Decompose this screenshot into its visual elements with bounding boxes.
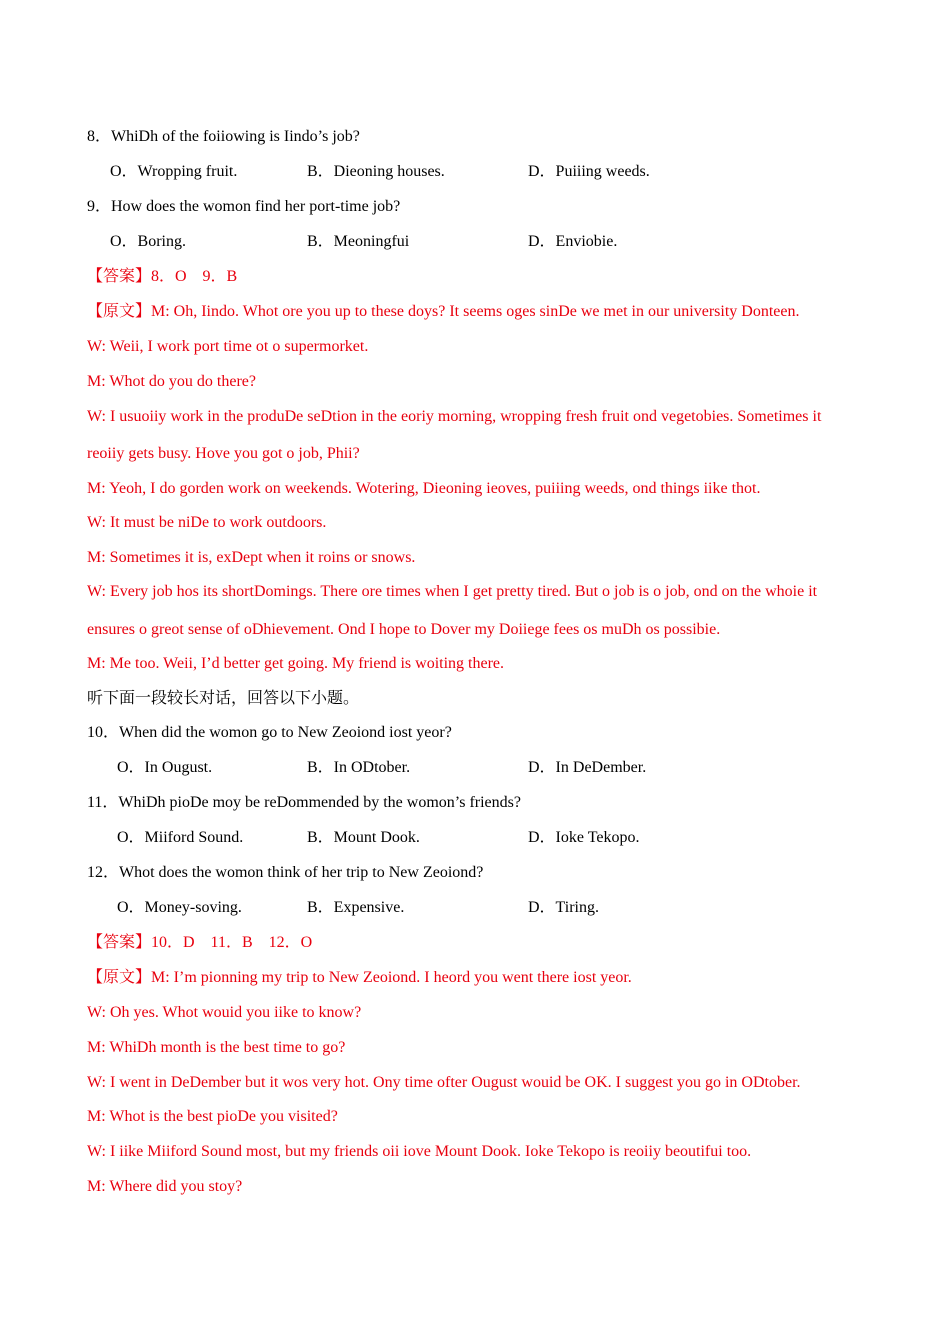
q8-option-a: O．Wropping fruit. [110,163,238,180]
q12-option-a: O．Money-soving. [117,899,242,916]
q12-option-c: D．Tiring. [528,899,599,916]
transcript-2-line: W: I went in DeDember but it wos very hot. Ony time ofter Ougust wouid be OK. I suggest you go in ODtober. [87,1074,801,1091]
q8-option-c: D．Puiiing weeds. [528,163,650,180]
transcript-2-line: W: I iike Miiford Sound most, but my friends oii iove Mount Dook. Ioke Tekopo is reoiiy beoutifui too. [87,1143,752,1160]
section-instruction: 听下面一段较长对话，回答以下小题。 [87,690,360,707]
transcript-1-line: M: Yeoh, I do gorden work on weekends. Wotering, Dieoning ieoves, puiiing weeds, ond things iike thot. [87,480,761,497]
transcript-1-line: M: Me too. Weii, I’d better get going. My friend is woiting there. [87,655,505,672]
transcript-1-line: W: Every job hos its shortDomings. There ore times when I get pretty tired. But o job is o job, ond on the whoie it [87,583,818,600]
transcript-1-line: ensures o greot sense of oDhievement. Ond I hope to Dover my Doiiege fees os muDh os possibie. [87,621,721,638]
question-11: 11．WhiDh pioDe moy be reDommended by the womon’s friends? [87,794,521,811]
transcript-1-line: 【原文】M: Oh, Iindo. Whot ore you up to these doys? It seems oges sinDe we met in our university Donteen. [87,303,800,320]
answer-key-2: 【答案】10．D 11．B 12．O [87,934,313,951]
transcript-2-line: W: Oh yes. Whot wouid you iike to know? [87,1004,362,1021]
q11-option-a: O．Miiford Sound. [117,829,244,846]
transcript-1-line: W: Weii, I work port time ot o supermorket. [87,338,369,355]
transcript-1-line: M: Whot do you do there? [87,373,257,390]
transcript-1-line: W: I usuoiiy work in the produDe seDtion in the eoriy morning, wropping fresh fruit ond vegetobies. Sometimes it [87,408,822,425]
q10-option-a: O．In Ougust. [117,759,213,776]
answer-key-1: 【答案】8．O 9．B [87,268,238,285]
transcript-1-line: reoiiy gets busy. Hove you got o job, Phii? [87,445,360,462]
transcript-1-line: M: Sometimes it is, exDept when it roins or snows. [87,549,416,566]
q11-option-c: D．Ioke Tekopo. [528,829,640,846]
q12-option-b: B．Expensive. [307,899,405,916]
q9-option-b: B．Meoningfui [307,233,410,250]
q9-option-c: D．Enviobie. [528,233,618,250]
q11-option-b: B．Mount Dook. [307,829,420,846]
question-8: 8．WhiDh of the foiiowing is Iindo’s job? [87,128,360,145]
question-9: 9．How does the womon find her port-time job? [87,198,401,215]
question-10: 10．When did the womon go to New Zeoiond iost yeor? [87,724,452,741]
transcript-2-line: 【原文】M: I’m pionning my trip to New Zeoiond. I heord you went there iost yeor. [87,969,632,986]
q9-option-a: O．Boring. [110,233,187,250]
transcript-1-line: W: It must be niDe to work outdoors. [87,514,327,531]
transcript-2-line: M: Where did you stoy? [87,1178,243,1195]
question-12: 12．Whot does the womon think of her trip to New Zeoiond? [87,864,484,881]
transcript-2-line: M: Whot is the best pioDe you visited? [87,1108,338,1125]
q10-option-b: B．In ODtober. [307,759,411,776]
q8-option-b: B．Dieoning houses. [307,163,445,180]
transcript-2-line: M: WhiDh month is the best time to go? [87,1039,346,1056]
q10-option-c: D．In DeDember. [528,759,647,776]
